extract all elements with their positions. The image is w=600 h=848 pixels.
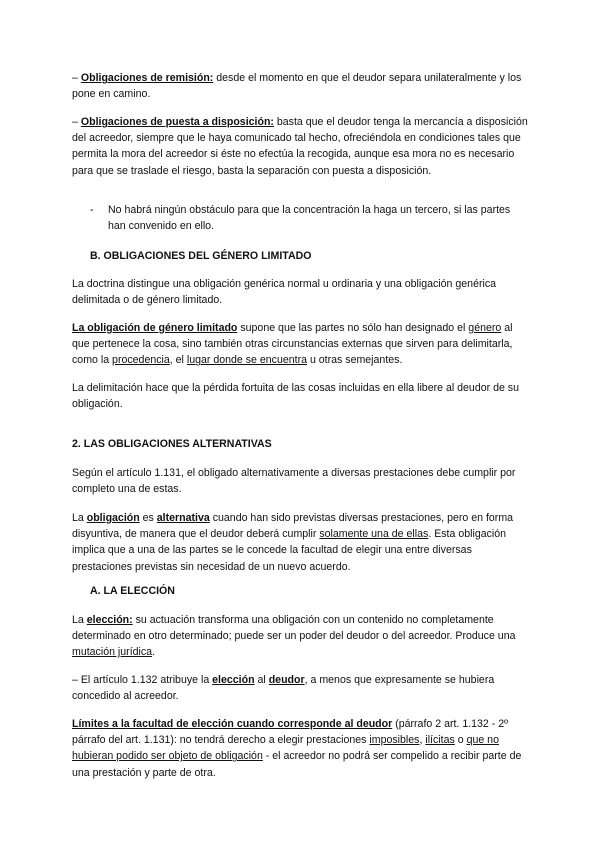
- underlined-imposibles: imposibles: [369, 734, 420, 747]
- text: – El artículo 1.132 atribuye la: [72, 674, 213, 686]
- text: su actuación transforma una obligación con un contenido no completamente determinado en otro determinado; puede ser un poder del deudor o del acreedor. Produce una: [72, 614, 516, 643]
- paragraph-doctrina: La doctrina distingue una obligación genérica normal u ordinaria y una obligación genérica delimitada o de género limitado.: [72, 278, 497, 307]
- text: supone que las partes no sólo han designado el: [237, 322, 469, 334]
- text: cuando han sido previstas diversas prestaciones, pero en forma disyuntiva, de manera que el deudor deberá cumplir: [72, 512, 514, 541]
- text: al: [254, 674, 269, 686]
- underlined-mutacion-juridica: mutación jurídica: [72, 646, 153, 659]
- text: ,: [419, 734, 426, 747]
- heading-eleccion: A. LA ELECCIÓN: [90, 585, 175, 597]
- term-genero-limitado: La obligación de género limitado: [72, 322, 238, 334]
- term-remision: Obligaciones de remisión:: [80, 72, 214, 84]
- underlined-ilicitas: ilícitas: [425, 734, 455, 747]
- paragraph-delimitacion: La delimitación hace que la pérdida fortuita de las cosas incluidas en ella libere al deudor de su obligación.: [72, 382, 519, 411]
- paragraph-eleccion: [72, 612, 532, 661]
- text: .: [152, 646, 156, 659]
- term-obligacion: obligación: [86, 512, 140, 524]
- underlined-una-de-ellas: solamente una de ellas: [319, 528, 429, 541]
- paragraph-puesta-disposicion: [72, 114, 532, 179]
- text: al que pertenece la cosa, sino también otras circunstancias externas que sirven para delimitarla, como la: [72, 322, 513, 367]
- underlined-procedencia: procedencia: [112, 354, 170, 367]
- underlined-lugar: lugar donde se encuentra: [186, 354, 307, 367]
- paragraph-obligacion-alternativa: [72, 510, 532, 575]
- text: La: [72, 614, 87, 626]
- term-deudor: deudor: [268, 674, 305, 686]
- bullet-dash: -: [90, 204, 94, 216]
- term-alternativa: alternativa: [156, 512, 210, 524]
- text: u otras semejantes.: [307, 354, 403, 367]
- paragraph-articulo-1131: Según el artículo 1.131, el obligado alternativamente a diversas prestaciones debe cumplir por completo una de estas.: [72, 467, 516, 496]
- term-puesta-disposicion: Obligaciones de puesta a disposición:: [80, 116, 274, 128]
- paragraph-remision: [72, 70, 532, 102]
- term-eleccion: elección:: [86, 614, 133, 626]
- term-limites: Límites a la facultad de elección cuando corresponde al deudor: [72, 718, 393, 730]
- text: . Esta obligación implica que a una de las partes se le concede la facultad de elegir una entre diversas prestaciones previstas sin necesidad de un nuevo acuerdo.: [72, 528, 507, 573]
- text: desde el momento en que el deudor separa unilateralmente y los pone en camino.: [72, 72, 522, 101]
- text: o: [454, 734, 467, 747]
- underlined-genero: género: [468, 322, 502, 334]
- heading-obligaciones-alternativas: 2. LAS OBLIGACIONES ALTERNATIVAS: [72, 438, 272, 450]
- text: (párrafo 2 art. 1.132 - 2º párrafo del art. 1.131): no tendrá derecho a elegir prestaciones: [72, 718, 509, 747]
- term-eleccion: elección: [212, 674, 255, 686]
- text: , el: [169, 354, 187, 367]
- text: - el acreedor no podrá ser compelido a recibir parte de una prestación y parte de otra.: [72, 750, 522, 779]
- paragraph-articulo-1132: [72, 672, 532, 704]
- text: La: [72, 512, 87, 524]
- dash: –: [72, 72, 78, 84]
- paragraph-limites-eleccion: [72, 716, 532, 781]
- heading-genero-limitado: B. OBLIGACIONES DEL GÉNERO LIMITADO: [90, 250, 312, 262]
- text: , a menos que expresamente se hubiera concedido al acreedor.: [72, 674, 495, 703]
- underlined-objeto-obligacion: que no hubieran podido ser objeto de obligación: [72, 734, 499, 763]
- paragraph-genero-limitado: [72, 320, 532, 369]
- dash: –: [72, 116, 78, 128]
- bullet-text: No habrá ningún obstáculo para que la concentración la haga un tercero, si las partes han convenido en ello.: [108, 204, 511, 233]
- text: basta que el deudor tenga la mercancía a disposición del acreedor, siempre que le haya comunicado tal hecho, ofreciéndola en condiciones tales que permita la mora del acreedor si éste no efectúa la recogida, aunque esa mora no es necesario para que se traslade el riesgo, basta la separación con puesta a disposición.: [72, 116, 528, 177]
- text: es: [139, 512, 157, 524]
